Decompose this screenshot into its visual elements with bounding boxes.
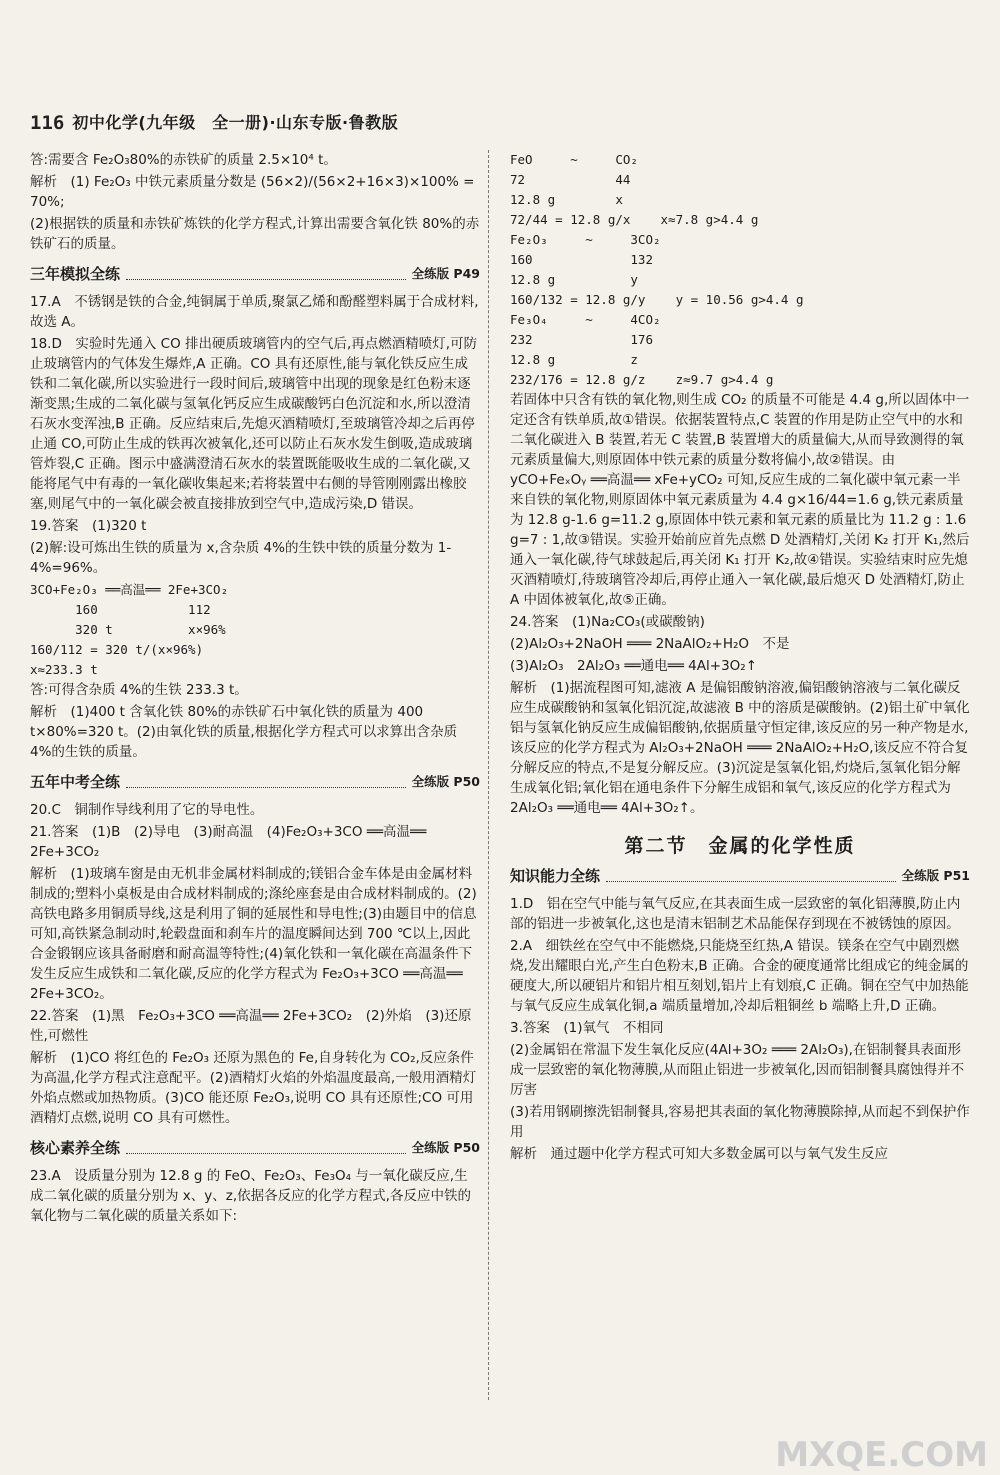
left-column — [30, 150, 480, 1228]
paragraph: 24.答案 (1)Na₂CO₃(或碳酸钠) — [510, 614, 705, 630]
section-title: 三年模拟全练 — [30, 265, 121, 283]
book-title: 初中化学(九年级 全一册)·山东专版·鲁教版 — [72, 113, 399, 132]
right-column — [510, 150, 970, 1166]
section-ref: 全练版 P51 — [901, 868, 970, 883]
equation-block: 3CO+Fe₂O₃ ══高温══ 2Fe+3CO₂ 160 112 320 t x×96% 160/112 = 320 t/(x×96%) x≈233.3 t — [30, 582, 229, 677]
section-heading — [30, 1138, 480, 1158]
page-number: 116 — [30, 112, 65, 134]
paragraph: 21.答案 (1)B (2)导电 (3)耐高温 (4)Fe₂O₃+3CO ══高温══ 2Fe+3CO₂ — [30, 824, 427, 860]
section-heading — [510, 866, 970, 886]
paragraph: 3.答案 (1)氧气 不相同 — [510, 1020, 664, 1036]
paragraph: 解析 (1)据流程图可知,滤液 A 是偏铝酸钠溶液,偏铝酸钠溶液与二氧化碳反应生成碳酸钠和氢氧化铝沉淀,故滤液 B 中的溶质是碳酸钠。(2)铝土矿中氧化铝与氢氧化钠反应生成偏铝酸钠,依据质量守恒定律,该反应的另一种产物是水,该反应的化学方程式为 Al₂O₃+2NaOH ═══ 2NaAlO₂+H₂O,该反应不符合复分解反应的特点,不是复分解反应。(3)沉淀是氢氧化铝,灼烧后,氢氧化铝分解生成氧化铝;氧化铝在通电条件下分解生成铝和氧气,该反应的化学方程式为 2Al₂O₃ ══通电══ 4Al+3O₂↑。 — [510, 680, 970, 816]
paragraph: 20.C 铜制作导线利用了它的导电性。 — [30, 802, 264, 818]
chapter-title: 第二节 金属的化学性质 — [624, 835, 856, 857]
paragraph: 解析 (1)玻璃车窗是由无机非金属材料制成的;镁铝合金车体是由金属材料制成的;塑料小桌板是由合成材料制成的;涤纶座套是由合成材料制成的。(2)高铁电路多用铜质导线,这是利用了铜的延展性和导电性;(3)由题目中的信息可知,高铁紧急制动时,轮毂盘面和刹车片的温度瞬间达到 700 ℃以上,因此合金锻钢应该具备耐磨和耐高温等特性;(4)氧化铁和一氧化碳在高温条件下发生反应生成铁和二氧化碳,反应的化学方程式为 Fe₂O₃+3CO ══高温══ 2Fe+3CO₂。 — [30, 866, 477, 1002]
paragraph: (3)Al₂O₃ 2Al₂O₃ ══通电══ 4Al+3O₂↑ — [510, 658, 758, 674]
dotted-leader — [126, 1143, 406, 1154]
paragraph: (3)若用钢刷擦洗铝制餐具,容易把其表面的氧化物薄膜除掉,从而起不到保护作用 — [510, 1104, 970, 1140]
paragraph: 答:需要含 Fe₂O₃80%的赤铁矿的质量 2.5×10⁴ t。 — [30, 152, 337, 168]
section-title: 知识能力全练 — [510, 867, 601, 885]
paragraph: 19.答案 (1)320 t — [30, 518, 147, 534]
section-heading — [30, 264, 480, 284]
dotted-leader — [126, 269, 406, 280]
column-divider — [488, 150, 489, 1400]
section-ref: 全练版 P50 — [411, 774, 480, 789]
paragraph: 解析 (1) Fe₂O₃ 中铁元素质量分数是 (56×2)/(56×2+16×3)×100% = 70%; — [30, 174, 475, 210]
watermark: MXQE.COM — [775, 1435, 988, 1475]
paragraph: 2.A 细铁丝在空气中不能燃烧,只能烧至红热,A 错误。镁条在空气中剧烈燃烧,发出耀眼白光,产生白色粉末,B 正确。合金的硬度通常比组成它的纯金属的硬度大,所以硬铝片和铝片相互刻划,铝片上有划痕,C 正确。铜在空气中加热能与氧气反应生成氧化铜,a 端质量增加,冷却后粗铜丝 b 端略上升,D 正确。 — [510, 938, 969, 1014]
paragraph: 若固体中只含有铁的氧化物,则生成 CO₂ 的质量不可能是 4.4 g,所以固体中一定还含有铁单质,故①错误。依据装置特点,C 装置的作用是防止空气中的水和二氧化碳进入 B 装置,若无 C 装置,B 装置增大的质量偏大,从而导致测得的氧元素质量偏大,则原固体中铁元素的质量分数将偏小,故②错误。由 yCO+FeₓOᵧ ══高温══ xFe+yCO₂ 可知,反应生成的二氧化碳中氧元素一半来自铁的氧化物,则原固体中氧元素质量为 4.4 g×16/44=1.6 g,铁元素质量为 12.8 g-1.6 g=11.2 g,原固体中铁元素和氧元素的质量比为 11.2 g : 1.6 g=7 : 1,故③错误。实验开始前应首先点燃 D 处酒精灯,关闭 K₂ 打开 K₁,然后通入一氧化碳,待气球鼓起后,再关闭 K₁ 打开 K₂,故④错误。实验结束时应先熄灭酒精喷灯,待玻璃管冷却后,再停止通入一氧化碳,最后熄灭 D 处酒精灯,防止 A 中固体被氧化,故⑤正确。 — [510, 392, 970, 608]
dotted-leader — [606, 871, 896, 882]
paragraph: (2)根据铁的质量和赤铁矿炼铁的化学方程式,计算出需要含氧化铁 80%的赤铁矿石的质量。 — [30, 216, 480, 252]
equation-block: FeO ~ CO₂ 72 44 12.8 g x 72/44 = 12.8 g/x x≈7.8 g>4.4 g Fe₂O₃ ~ 3CO₂ 160 132 12.8 g y 160/132 = 12.8 g/y y = 10.56 g>4.4 g Fe₃O₄ ~ 4CO₂ 232 176 12.8 g z 232/176 = 12.8 g/z z≈9.7 g>4.4 g — [510, 152, 804, 387]
paragraph: 1.D 铝在空气中能与氧气反应,在其表面生成一层致密的氧化铝薄膜,防止内部的铝进一步被氧化,这也是清末铝制艺术品能保存到现在不被锈蚀的原因。 — [510, 896, 961, 932]
paragraph: 22.答案 (1)黑 Fe₂O₃+3CO ══高温══ 2Fe+3CO₂ (2)外焰 (3)还原性,可燃性 — [30, 1008, 472, 1044]
paragraph: 答:可得含杂质 4%的生铁 233.3 t。 — [30, 682, 248, 698]
paragraph: 解析 (1)400 t 含氧化铁 80%的赤铁矿石中氧化铁的质量为 400 t×80%=320 t。(2)由氧化铁的质量,根据化学方程式可以求算出含杂质 4%的生铁的质量。 — [30, 704, 458, 760]
section-title: 核心素养全练 — [30, 1139, 121, 1157]
section-ref: 全练版 P50 — [411, 1140, 480, 1155]
paragraph: (2)解:设可炼出生铁的质量为 x,含杂质 4%的生铁中铁的质量分数为 1-4%=96%。 — [30, 540, 452, 576]
paragraph: (2)金属铝在常温下发生氧化反应(4Al+3O₂ ═══ 2Al₂O₃),在铝制餐具表面形成一层致密的氧化物薄膜,从而阻止铝进一步被氧化,因而铝制餐具腐蚀得并不厉害 — [510, 1042, 965, 1098]
page-header — [30, 110, 398, 136]
section-title: 五年中考全练 — [30, 773, 121, 791]
dotted-leader — [126, 777, 406, 788]
section-heading — [30, 772, 480, 792]
section-ref: 全练版 P49 — [411, 266, 480, 281]
paragraph: 17.A 不锈钢是铁的合金,纯铜属于单质,聚氯乙烯和酚醛塑料属于合成材料,故选 A。 — [30, 294, 479, 330]
paragraph: 解析 (1)CO 将红色的 Fe₂O₃ 还原为黑色的 Fe,自身转化为 CO₂,反应条件为高温,化学方程式注意配平。(2)酒精灯火焰的外焰温度最高,一般用酒精灯外焰点燃或加热物质。(3)CO 能还原 Fe₂O₃,说明 CO 具有还原性;CO 可用酒精灯点燃,说明 CO 具有可燃性。 — [30, 1050, 477, 1126]
paragraph: (2)Al₂O₃+2NaOH ═══ 2NaAlO₂+H₂O 不是 — [510, 636, 790, 652]
paragraph: 23.A 设质量分别为 12.8 g 的 FeO、Fe₂O₃、Fe₃O₄ 与一氧化碳反应,生成二氧化碳的质量分别为 x、y、z,依据各反应的化学方程式,各反应中铁的氧化物与二氧化碳的质量关系如下: — [30, 1168, 471, 1224]
paragraph: 解析 通过题中化学方程式可知大多数金属可以与氧气发生反应 — [510, 1146, 888, 1162]
paragraph: 18.D 实验时先通入 CO 排出硬质玻璃管内的空气后,再点燃酒精喷灯,可防止玻璃管内的气体发生爆炸,A 正确。CO 具有还原性,能与氧化铁反应生成铁和二氧化碳,所以实验进行一段时间后,玻璃管中出现的现象是红色粉末逐渐变黑;生成的二氧化碳与氢氧化钙反应生成碳酸钙白色沉淀和水,所以澄清石灰水变浑浊,B 正确。反应结束后,先熄灭酒精喷灯,至玻璃管冷却之后再停止通 CO,可防止生成的铁再次被氧化,还可以防止石灰水发生倒吸,造成玻璃管炸裂,C 正确。图示中盛满澄清石灰水的装置既能吸收生成的二氧化碳,又能将尾气中有毒的一氧化碳收集起来;若将装置中右侧的导管刚刚露出橡胶塞,则尾气中的一氧化碳会被直接排放到空气中,造成污染,D 错误。 — [30, 336, 478, 512]
